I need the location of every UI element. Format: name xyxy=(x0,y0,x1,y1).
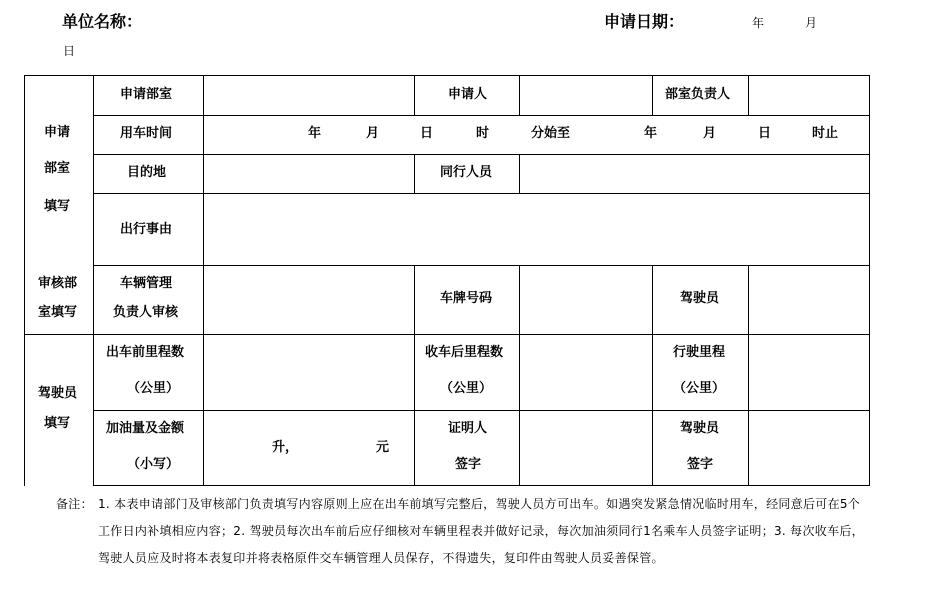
vehicle-use-form-table xyxy=(24,75,870,486)
time-month-end: 月 xyxy=(703,126,717,141)
driver-label: 驾驶员 xyxy=(680,291,720,306)
fuel-unit: （小写） xyxy=(127,457,180,472)
section-applicant-line2: 部室 xyxy=(44,161,71,176)
time-year-end: 年 xyxy=(644,126,658,141)
apply-date-label: 申请日期： xyxy=(604,12,685,31)
applicant-label: 申请人 xyxy=(448,87,488,102)
time-day-end: 日 xyxy=(758,126,772,141)
section-applicant-line1: 申请 xyxy=(44,125,71,140)
time-month: 月 xyxy=(366,126,380,141)
section-driver-line1: 驾驶员 xyxy=(38,386,78,401)
odo-after-label: 收车后里程数 xyxy=(425,345,504,360)
fuel-liter-unit: 升， xyxy=(272,440,299,455)
remarks-label: 备注： xyxy=(56,497,93,511)
time-hour-end: 时止 xyxy=(812,126,839,141)
destination-label: 目的地 xyxy=(127,165,167,180)
odo-before-label: 出车前里程数 xyxy=(106,345,185,360)
section-review-line1: 审核部 xyxy=(38,276,78,291)
date-day: 日 xyxy=(63,44,76,58)
mileage-unit: （公里） xyxy=(673,381,726,396)
date-month: 月 xyxy=(805,16,818,30)
witness-label: 证明人 xyxy=(448,421,488,436)
dept-label: 申请部室 xyxy=(120,87,173,102)
plate-label: 车牌号码 xyxy=(440,291,493,306)
remarks-block xyxy=(56,491,868,572)
dept-head-label: 部室负责人 xyxy=(665,87,731,102)
time-hour: 时 xyxy=(476,126,490,141)
time-year: 年 xyxy=(308,126,322,141)
fuel-yuan-unit: 元 xyxy=(376,440,390,455)
time-day: 日 xyxy=(420,126,434,141)
companions-label: 同行人员 xyxy=(440,165,493,180)
driver-sign: 签字 xyxy=(687,457,714,472)
use-time-label: 用车时间 xyxy=(120,126,173,141)
date-year: 年 xyxy=(752,16,765,30)
vehicle-mgr-line2: 负责人审核 xyxy=(113,305,179,320)
witness-sign: 签字 xyxy=(455,457,482,472)
section-driver-line2: 填写 xyxy=(44,416,71,431)
remarks-text: 1. 本表申请部门及审核部门负责填写内容原则上应在出车前填写完整后，驾驶人员方可出车。如遇突发紧急情况临时用车，经同意后可在5个工作日内补填相应内容；2. 驾驶员每次出车前后应仔细核对车辆里程表并做好记录，每次加油须同行1名乘车人员签字证明；3. 每次收车后，驾驶人员应及时将本表复印并将表格原件交车辆管理人员保存，不得遗失，复印件由驾驶人员妥善保管。 xyxy=(98,497,864,565)
unit-name-label: 单位名称： xyxy=(62,12,143,31)
time-min-to: 分始至 xyxy=(531,126,571,141)
reason-label: 出行事由 xyxy=(120,222,173,237)
vehicle-mgr-line1: 车辆管理 xyxy=(120,276,173,291)
odo-before-unit: （公里） xyxy=(127,381,180,396)
odo-after-unit: （公里） xyxy=(440,381,493,396)
fuel-label: 加油量及金额 xyxy=(106,421,185,436)
section-applicant-line3: 填写 xyxy=(44,199,71,214)
section-review-line2: 室填写 xyxy=(38,305,78,320)
driver-sign-label: 驾驶员 xyxy=(680,421,720,436)
mileage-label: 行驶里程 xyxy=(673,345,726,360)
